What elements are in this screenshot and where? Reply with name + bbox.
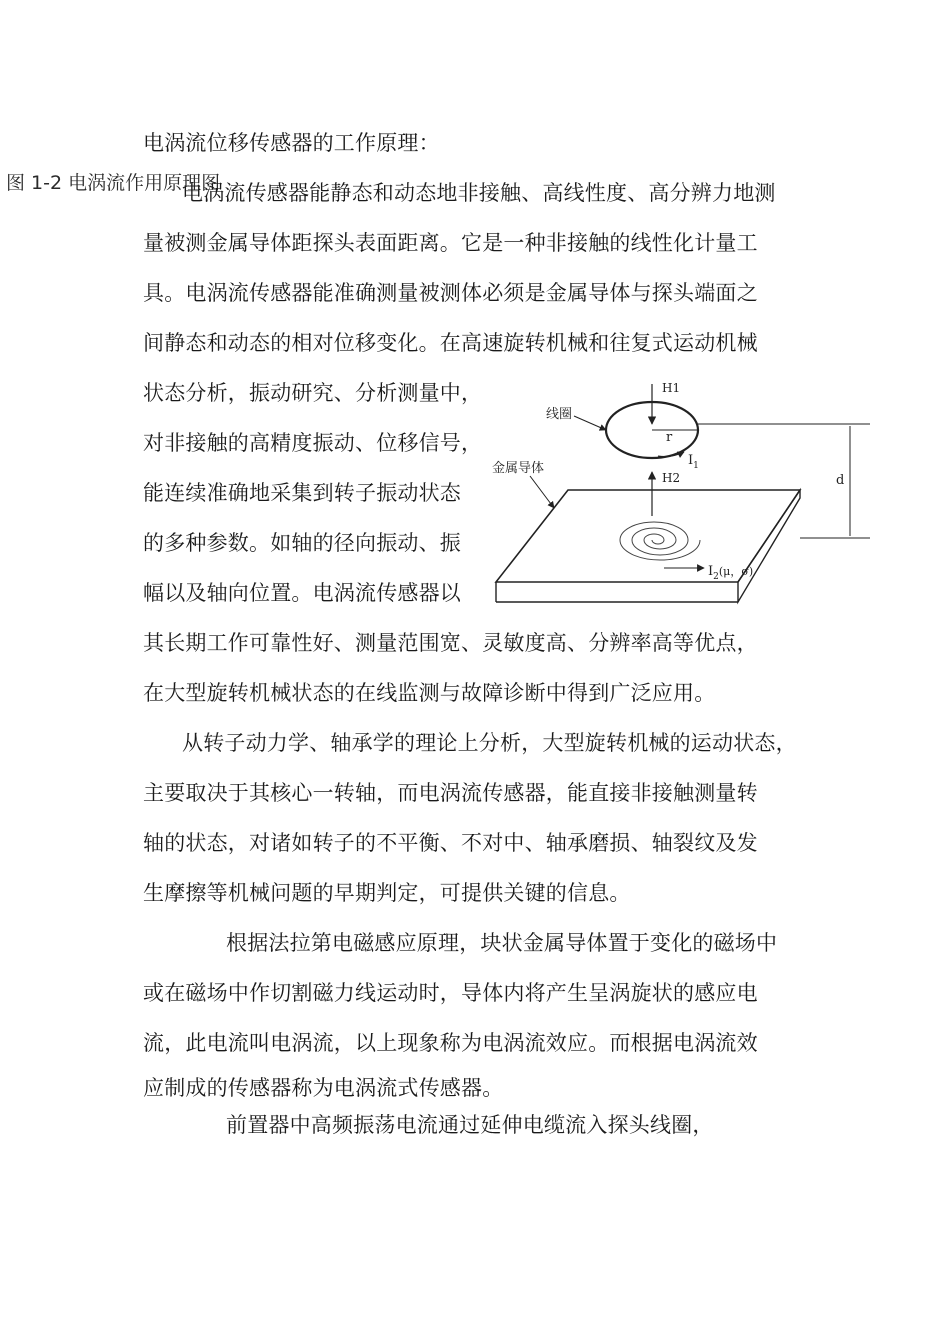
metal-plate-side [738,490,800,602]
i1-label: $I_1$ [688,453,699,471]
section-heading: 电涡流位移传感器的工作原理： [143,131,440,155]
metal-leader [530,476,554,508]
eddy-current-diagram [490,372,880,612]
metal-label: 金属导体 [492,461,545,476]
paragraph-line: 或在磁场中作切割磁力线运动时，导体内将产生呈涡旋状的感应电 [143,981,758,1005]
paragraph-line: 在大型旋转机械状态的在线监测与故障诊断中得到广泛应用。 [143,681,716,705]
metal-plate-top [496,490,800,582]
paragraph-line: 能连续准确地采集到转子振动状态 [143,481,461,505]
paragraph-line: 量被测金属导体距探头表面距离。它是一种非接触的线性化计量工 [143,231,758,255]
eddy-spiral [620,522,700,560]
paragraph-line: 轴的状态，对诸如转子的不平衡、不对中、轴承磨损、轴裂纹及发 [143,831,758,855]
coil-leader [574,416,606,430]
paragraph-line: 应制成的传感器称为电涡流式传感器。 [143,1076,504,1100]
paragraph-line: 具。电涡流传感器能准确测量被测体必须是金属导体与探头端面之 [143,281,758,305]
paragraph-line: 生摩擦等机械问题的早期判定，可提供关键的信息。 [143,881,631,905]
paragraph-line: 根据法拉第电磁感应原理，块状金属导体置于变化的磁场中 [226,931,778,955]
h2-label: H2 [662,471,681,485]
paragraph-line: 流，此电流叫电涡流，以上现象称为电涡流效应。而根据电涡流效 [143,1031,758,1055]
paragraph-line: 间静态和动态的相对位移变化。在高速旋转机械和往复式运动机械 [143,331,758,355]
coil-label: 线圈 [546,407,573,422]
paragraph-line: 前置器中高频振荡电流通过延伸电缆流入探头线圈， [226,1113,714,1137]
h1-label: H1 [662,381,681,395]
paragraph-line: 主要取决于其核心一转轴，而电涡流传感器，能直接非接触测量转 [143,781,758,805]
paragraph-line: 对非接触的高精度振动、位移信号， [143,431,483,455]
radius-label: r [666,430,673,445]
paragraph-line: 从转子动力学、轴承学的理论上分析，大型旋转机械的运动状态， [182,731,797,755]
paragraph-line: 其长期工作可靠性好、测量范围宽、灵敏度高、分辨率高等优点， [143,631,758,655]
paragraph-line: 幅以及轴向位置。电涡流传感器以 [143,581,461,605]
distance-label: d [836,473,845,488]
paragraph-line: 状态分析，振动研究、分析测量中， [143,381,483,405]
figure-caption: 图 1-2 电涡流作用原理图 [6,172,221,194]
paragraph-line: 电涡流传感器能静态和动态地非接触、高线性度、高分辨力地测 [182,181,776,205]
paragraph-line: 的多种参数。如轴的径向振动、振 [143,531,461,555]
i2-label: $I_2^{(\mu,\sigma)}$ [708,564,754,582]
